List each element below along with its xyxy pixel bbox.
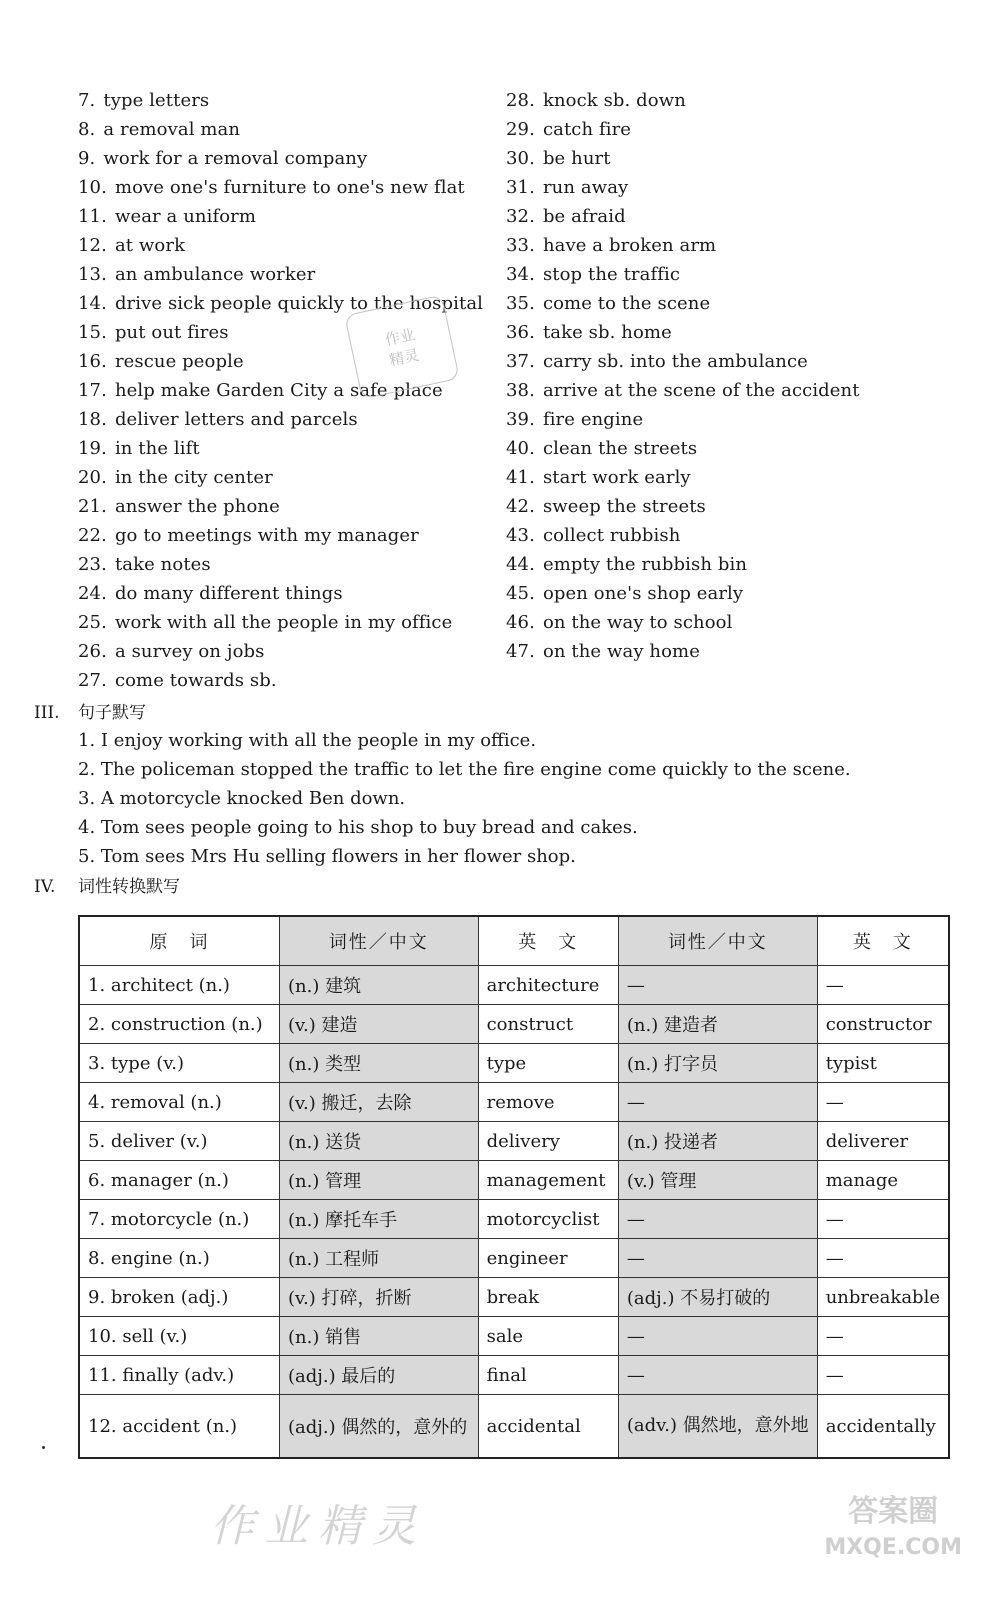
- sentence-item: 4. Tom sees people going to his shop to buy bread and cakes.: [78, 817, 638, 838]
- phrase-item: [78, 146, 483, 175]
- cell-original-word: 12. accident (n.): [79, 1395, 279, 1459]
- phrase-text: work with all the people in my office: [114, 612, 453, 633]
- phrase-number: 35.: [506, 293, 535, 314]
- cell-pos-chinese-1: (v.) 建造: [279, 1005, 478, 1044]
- phrase-item: [78, 436, 483, 465]
- cell-pos-chinese-2: (adj.) 不易打破的: [618, 1278, 817, 1317]
- phrase-number: 47.: [506, 641, 535, 662]
- site-logo-watermark: [824, 1494, 962, 1566]
- phrase-item: [78, 639, 483, 668]
- phrase-item: [506, 117, 860, 146]
- phrase-item: [78, 262, 483, 291]
- phrase-text: come to the scene: [542, 293, 711, 314]
- header-original-word: 原 词: [79, 916, 279, 966]
- sentence-item: 2. The policeman stopped the traffic to let the fire engine come quickly to the scene.: [78, 759, 851, 780]
- phrase-number: 13.: [78, 264, 107, 285]
- cell-english-2: —: [817, 1317, 949, 1356]
- table-row: [79, 1395, 949, 1459]
- cell-original-word: 2. construction (n.): [79, 1005, 279, 1044]
- phrase-item: [506, 523, 860, 552]
- phrase-text: answer the phone: [114, 496, 280, 517]
- phrase-item: [78, 465, 483, 494]
- phrase-text: come towards sb.: [114, 670, 277, 691]
- cell-original-word: 9. broken (adj.): [79, 1278, 279, 1317]
- cell-english-1: motorcyclist: [478, 1200, 618, 1239]
- phrase-text: at work: [114, 235, 186, 256]
- cell-pos-chinese-1: (adj.) 最后的: [279, 1356, 478, 1395]
- phrase-item: [506, 610, 860, 639]
- cell-original-word: 5. deliver (v.): [79, 1122, 279, 1161]
- phrase-item: [78, 668, 483, 697]
- phrase-number: 46.: [506, 612, 535, 633]
- phrase-number: 29.: [506, 119, 535, 140]
- phrase-text: rescue people: [114, 351, 244, 372]
- cell-pos-chinese-2: —: [618, 1083, 817, 1122]
- table-row: [79, 1239, 949, 1278]
- phrase-text: be afraid: [542, 206, 626, 227]
- cell-pos-chinese-2: (v.) 管理: [618, 1161, 817, 1200]
- phrase-text: carry sb. into the ambulance: [542, 351, 808, 372]
- phrase-text: drive sick people quickly to the hospital: [114, 293, 484, 314]
- cell-pos-chinese-2: —: [618, 1239, 817, 1278]
- cell-pos-chinese-1: (n.) 销售: [279, 1317, 478, 1356]
- cell-english-2: deliverer: [817, 1122, 949, 1161]
- phrase-item: [506, 436, 860, 465]
- phrase-number: 8.: [78, 119, 96, 140]
- cell-pos-chinese-1: (v.) 搬迁，去除: [279, 1083, 478, 1122]
- phrase-number: 32.: [506, 206, 535, 227]
- phrase-item: [506, 494, 860, 523]
- table-row: [79, 1122, 949, 1161]
- cell-english-1: construct: [478, 1005, 618, 1044]
- phrase-number: 42.: [506, 496, 535, 517]
- phrase-number: 30.: [506, 148, 535, 169]
- cell-pos-chinese-2: (n.) 建造者: [618, 1005, 817, 1044]
- cell-pos-chinese-2: (n.) 打字员: [618, 1044, 817, 1083]
- cell-original-word: 8. engine (n.): [79, 1239, 279, 1278]
- phrase-number: 10.: [78, 177, 107, 198]
- phrase-number: 33.: [506, 235, 535, 256]
- cell-english-1: break: [478, 1278, 618, 1317]
- table-row: [79, 966, 949, 1005]
- cell-original-word: 7. motorcycle (n.): [79, 1200, 279, 1239]
- phrase-text: knock sb. down: [542, 90, 686, 111]
- cell-pos-chinese-2: —: [618, 966, 817, 1005]
- phrase-number: 45.: [506, 583, 535, 604]
- phrase-number: 18.: [78, 409, 107, 430]
- phrase-number: 14.: [78, 293, 107, 314]
- cell-english-1: engineer: [478, 1239, 618, 1278]
- table-row: [79, 1005, 949, 1044]
- cell-english-1: management: [478, 1161, 618, 1200]
- phrase-number: 20.: [78, 467, 107, 488]
- phrase-item: [78, 204, 483, 233]
- phrase-number: 39.: [506, 409, 535, 430]
- cell-english-2: —: [817, 1083, 949, 1122]
- cell-pos-chinese-2: (n.) 投递者: [618, 1122, 817, 1161]
- phrase-number: 15.: [78, 322, 107, 343]
- phrase-text: clean the streets: [542, 438, 698, 459]
- watermark-stamp-line2: 精灵: [387, 345, 421, 370]
- phrase-number: 19.: [78, 438, 107, 459]
- phrase-text: do many different things: [114, 583, 343, 604]
- cell-pos-chinese-2: (adv.) 偶然地，意外地: [618, 1395, 817, 1459]
- phrase-item: [506, 465, 860, 494]
- phrase-item: [78, 552, 483, 581]
- cell-english-1: final: [478, 1356, 618, 1395]
- table-header-row: [79, 916, 949, 966]
- phrase-item: [78, 407, 483, 436]
- phrase-item: [78, 233, 483, 262]
- header-pos-chinese-2: 词性／中文: [618, 916, 817, 966]
- section-4-heading: [34, 876, 180, 898]
- phrase-text: collect rubbish: [542, 525, 681, 546]
- cell-english-2: typist: [817, 1044, 949, 1083]
- cell-english-2: unbreakable: [817, 1278, 949, 1317]
- phrase-text: be hurt: [542, 148, 611, 169]
- section-3-title: 句子默写: [78, 703, 146, 723]
- phrase-number: 7.: [78, 90, 96, 111]
- phrase-number: 23.: [78, 554, 107, 575]
- phrase-text: start work early: [542, 467, 691, 488]
- phrase-text: catch fire: [542, 119, 632, 140]
- phrase-number: 28.: [506, 90, 535, 111]
- logo-text-url: MXQE.COM: [824, 1535, 962, 1560]
- cell-original-word: 10. sell (v.): [79, 1317, 279, 1356]
- phrase-text: a survey on jobs: [114, 641, 265, 662]
- phrase-number: 27.: [78, 670, 107, 691]
- table-row: [79, 1044, 949, 1083]
- word-conversion-table: [78, 915, 950, 1459]
- phrase-text: fire engine: [542, 409, 644, 430]
- cell-english-2: —: [817, 1200, 949, 1239]
- phrase-item: [506, 349, 860, 378]
- phrase-item: [506, 204, 860, 233]
- phrase-item: [78, 494, 483, 523]
- sentence-item: 1. I enjoy working with all the people in my office.: [78, 730, 537, 751]
- cell-original-word: 4. removal (n.): [79, 1083, 279, 1122]
- section-4-title: 词性转换默写: [78, 877, 180, 897]
- cell-english-1: architecture: [478, 966, 618, 1005]
- cell-pos-chinese-1: (n.) 管理: [279, 1161, 478, 1200]
- phrase-number: 31.: [506, 177, 535, 198]
- phrase-text: on the way to school: [542, 612, 733, 633]
- phrase-number: 17.: [78, 380, 107, 401]
- cell-pos-chinese-2: —: [618, 1356, 817, 1395]
- table-row: [79, 1317, 949, 1356]
- phrase-item: [506, 175, 860, 204]
- phrase-item: [506, 88, 860, 117]
- section-3-heading: [34, 702, 146, 724]
- phrase-text: an ambulance worker: [114, 264, 316, 285]
- cell-english-1: delivery: [478, 1122, 618, 1161]
- phrase-text: sweep the streets: [542, 496, 706, 517]
- sentence-list: [78, 730, 851, 875]
- phrase-text: have a broken arm: [542, 235, 717, 256]
- cell-original-word: 11. finally (adv.): [79, 1356, 279, 1395]
- phrase-text: put out fires: [114, 322, 229, 343]
- phrase-item: [78, 175, 483, 204]
- phrase-text: open one's shop early: [542, 583, 744, 604]
- header-pos-chinese-1: 词性／中文: [279, 916, 478, 966]
- phrase-item: [78, 88, 483, 117]
- phrase-number: 38.: [506, 380, 535, 401]
- cell-original-word: 1. architect (n.): [79, 966, 279, 1005]
- phrase-number: 44.: [506, 554, 535, 575]
- phrase-item: [78, 523, 483, 552]
- table-row: [79, 1083, 949, 1122]
- phrase-number: 12.: [78, 235, 107, 256]
- cell-english-2: constructor: [817, 1005, 949, 1044]
- phrase-text: in the city center: [114, 467, 273, 488]
- cell-pos-chinese-1: (adj.) 偶然的，意外的: [279, 1395, 478, 1459]
- phrase-text: type letters: [103, 90, 210, 111]
- stray-dot: [42, 1446, 45, 1449]
- phrase-item: [506, 262, 860, 291]
- cell-pos-chinese-1: (n.) 摩托车手: [279, 1200, 478, 1239]
- logo-text-cn: 答案圈: [848, 1494, 939, 1529]
- cell-english-1: accidental: [478, 1395, 618, 1459]
- phrase-number: 36.: [506, 322, 535, 343]
- phrase-number: 40.: [506, 438, 535, 459]
- phrase-item: [506, 320, 860, 349]
- sentence-item: 5. Tom sees Mrs Hu selling flowers in her flower shop.: [78, 846, 576, 867]
- cell-original-word: 3. type (v.): [79, 1044, 279, 1083]
- phrase-item: [78, 581, 483, 610]
- cell-pos-chinese-2: —: [618, 1317, 817, 1356]
- cell-english-2: —: [817, 966, 949, 1005]
- header-english-2: 英 文: [817, 916, 949, 966]
- phrase-text: on the way home: [542, 641, 700, 662]
- phrase-text: work for a removal company: [103, 148, 368, 169]
- cell-pos-chinese-1: (n.) 工程师: [279, 1239, 478, 1278]
- phrase-number: 34.: [506, 264, 535, 285]
- phrase-text: deliver letters and parcels: [114, 409, 358, 430]
- phrase-item: [78, 610, 483, 639]
- phrase-number: 41.: [506, 467, 535, 488]
- phrase-number: 25.: [78, 612, 107, 633]
- phrase-number: 11.: [78, 206, 107, 227]
- cell-english-1: remove: [478, 1083, 618, 1122]
- phrase-number: 26.: [78, 641, 107, 662]
- phrase-number: 43.: [506, 525, 535, 546]
- phrase-number: 21.: [78, 496, 107, 517]
- header-english-1: 英 文: [478, 916, 618, 966]
- phrase-item: [506, 581, 860, 610]
- cell-pos-chinese-1: (n.) 建筑: [279, 966, 478, 1005]
- phrase-number: 24.: [78, 583, 107, 604]
- phrase-list-right: [506, 88, 860, 668]
- phrase-number: 22.: [78, 525, 107, 546]
- footer-watermark: 作业精灵: [210, 1501, 426, 1552]
- cell-english-2: accidentally: [817, 1395, 949, 1459]
- phrase-text: empty the rubbish bin: [542, 554, 748, 575]
- phrase-item: [506, 552, 860, 581]
- cell-pos-chinese-2: —: [618, 1200, 817, 1239]
- cell-english-2: —: [817, 1356, 949, 1395]
- phrase-number: 37.: [506, 351, 535, 372]
- phrase-text: wear a uniform: [114, 206, 257, 227]
- phrase-text: arrive at the scene of the accident: [542, 380, 860, 401]
- cell-english-1: type: [478, 1044, 618, 1083]
- phrase-item: [506, 146, 860, 175]
- sentence-item: 3. A motorcycle knocked Ben down.: [78, 788, 406, 809]
- cell-pos-chinese-1: (v.) 打碎，折断: [279, 1278, 478, 1317]
- table-row: [79, 1200, 949, 1239]
- phrase-item: [506, 233, 860, 262]
- phrase-item: [506, 291, 860, 320]
- cell-english-1: sale: [478, 1317, 618, 1356]
- cell-original-word: 6. manager (n.): [79, 1161, 279, 1200]
- phrase-text: take sb. home: [542, 322, 672, 343]
- table-row: [79, 1356, 949, 1395]
- phrase-item: [506, 407, 860, 436]
- table-row: [79, 1278, 949, 1317]
- phrase-text: run away: [542, 177, 629, 198]
- section-3-number: III.: [34, 703, 60, 723]
- phrase-text: take notes: [114, 554, 211, 575]
- phrase-number: 16.: [78, 351, 107, 372]
- phrase-text: go to meetings with my manager: [114, 525, 419, 546]
- cell-english-2: —: [817, 1239, 949, 1278]
- phrase-item: [506, 639, 860, 668]
- phrase-text: a removal man: [103, 119, 241, 140]
- phrase-item: [506, 378, 860, 407]
- cell-english-2: manage: [817, 1161, 949, 1200]
- phrase-item: [78, 117, 483, 146]
- cell-pos-chinese-1: (n.) 类型: [279, 1044, 478, 1083]
- phrase-text: stop the traffic: [542, 264, 681, 285]
- phrase-text: help make Garden City a safe place: [114, 380, 443, 401]
- cell-pos-chinese-1: (n.) 送货: [279, 1122, 478, 1161]
- phrase-number: 9.: [78, 148, 96, 169]
- table-row: [79, 1161, 949, 1200]
- phrase-text: in the lift: [114, 438, 200, 459]
- watermark-stamp-line1: 作业: [383, 325, 417, 350]
- section-4-number: IV.: [34, 877, 56, 897]
- phrase-text: move one's furniture to one's new flat: [114, 177, 465, 198]
- phrase-list-left: [78, 88, 483, 697]
